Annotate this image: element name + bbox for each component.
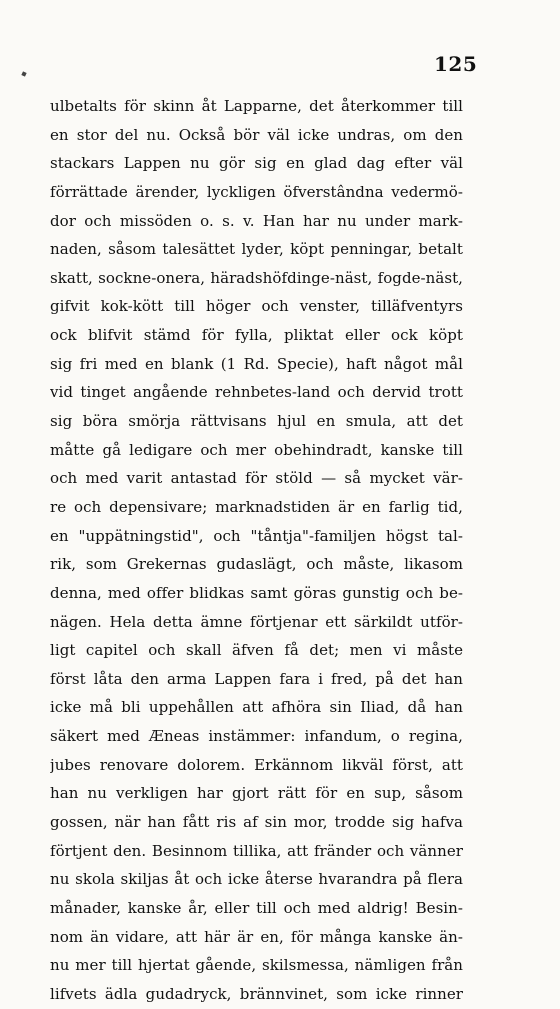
text-line: ulbetalts för skinn åt Lapparne, det återkommer till (50, 97, 463, 115)
text-line: naden, såsom talesättet lyder, köpt penningar, betalt (50, 240, 463, 259)
text-line: re och depensivare; marknadstiden är en farlig tid, (50, 497, 463, 516)
text-line: och med varit antastad för stöld — så mycket vär- (50, 469, 463, 488)
text-line: nom än vidare, att här är en, för många kanske än- (50, 927, 463, 946)
text-line: nägen. Hela detta ämne förtjenar ett särkildt utför- (50, 612, 463, 631)
text-line: gifvit kok-kött till höger och venster, tilläfventyrs (50, 297, 463, 316)
text-line: månader, kanske år, eller till och med aldrig! Besin- (50, 898, 463, 917)
body-text (50, 92, 463, 1009)
text-line: sig fri med en blank (1 Rd. Specie), haft något mål (50, 354, 463, 373)
text-line: ock blifvit stämd för fylla, pliktat eller ock köpt (50, 326, 463, 345)
text-line: en stor del nu. Också bör väl icke undras, om den (50, 125, 463, 144)
text-line: jubes renovare dolorem. Erkännom likväl först, att (50, 755, 463, 774)
margin-mark (21, 71, 26, 76)
text-line: nu mer till hjertat gående, skilsmessa, nämligen från (50, 956, 463, 975)
text-line: ligt capitel och skall äfven få det; men vi måste (50, 641, 463, 660)
text-line: han nu verkligen har gjort rätt för en sup, såsom (50, 784, 463, 803)
text-line: måtte gå ledigare och mer obehindradt, kanske till (50, 440, 463, 459)
text-line: förrättade ärender, lyckligen öfverstândna vedermö- (50, 182, 463, 201)
text-line: först låta den arma Lappen fara i fred, på det han (50, 669, 463, 688)
text-line: sig böra smörja rättvisans hjul en smula, att det (50, 412, 463, 431)
text-line: gossen, när han fått ris af sin mor, trodde sig hafva (50, 813, 463, 832)
text-line: stackars Lappen nu gör sig en glad dag efter väl (50, 154, 463, 173)
text-line: skatt, sockne-onera, häradshöfdinge-näst, fogde-näst, (50, 268, 463, 287)
text-line: denna, med offer blidkas samt göras gunstig och be- (50, 583, 463, 602)
text-line: icke må bli uppehållen att afhöra sin Iliad, då han (50, 698, 463, 717)
text-line: säkert med Æneas instämmer: infandum, o regina, (50, 727, 463, 746)
text-line: dor och missöden o. s. v. Han har nu under mark- (50, 211, 463, 230)
text-line: förtjent den. Besinnom tillika, att fränder och vänner (50, 841, 463, 860)
text-line: lifvets ädla gudadryck, brännvinet, som icke rinner (50, 984, 463, 1003)
text-line: vid tinget angående rehnbetes-land och dervid trott (50, 383, 463, 402)
text-line: rik, som Grekernas gudaslägt, och måste, likasom (50, 555, 463, 574)
page-number: 125 (434, 52, 478, 76)
text-line: en "uppätningstid", och "tåntja"-familjen högst tal- (50, 526, 463, 545)
text-line: nu skola skiljas åt och icke återse hvarandra på flera (50, 870, 463, 889)
